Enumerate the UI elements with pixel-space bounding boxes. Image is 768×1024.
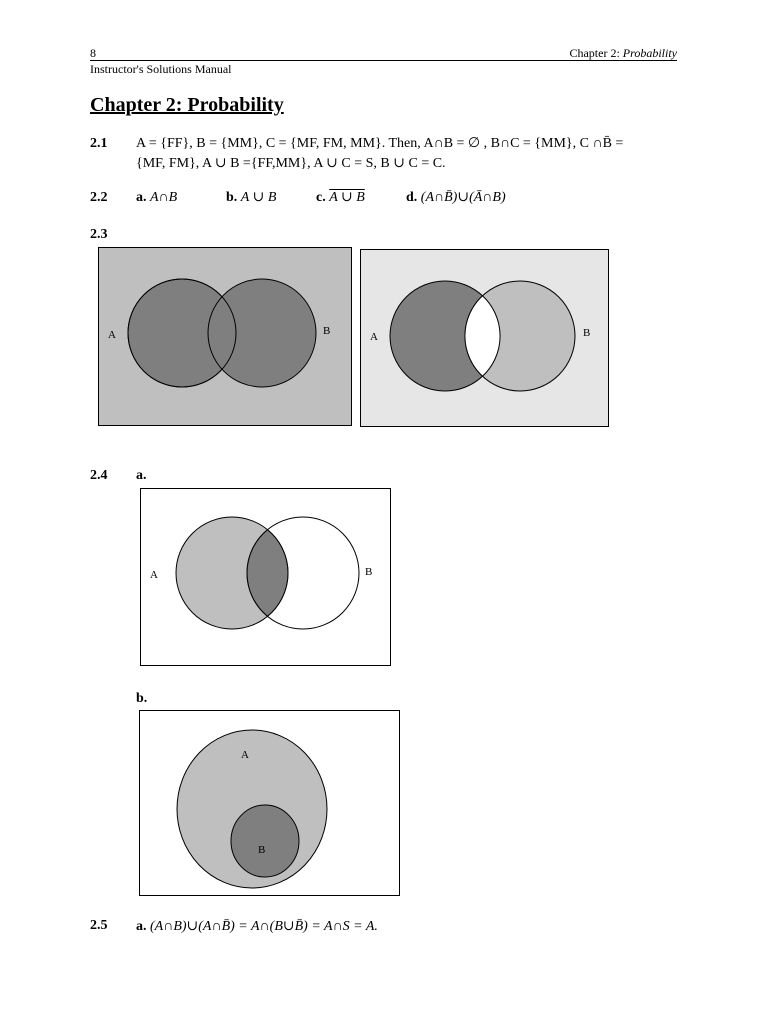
venn-label-a: A xyxy=(241,749,249,761)
chapter-title: Chapter 2: Probability xyxy=(90,94,284,116)
header-rule xyxy=(90,60,677,61)
problem-2-5-number: 2.5 xyxy=(90,918,108,933)
manual-title: Instructor's Solutions Manual xyxy=(90,62,232,76)
problem-2-2-part-a: a. A∩B xyxy=(136,190,178,205)
venn-label-b: B xyxy=(323,325,331,337)
venn-2-4b xyxy=(139,710,401,898)
problem-2-2-part-c: c. A ∪ B xyxy=(316,190,365,205)
problem-2-4-part-a: a. xyxy=(136,468,147,483)
problem-2-1-text xyxy=(136,134,676,174)
page-number: 8 xyxy=(90,46,96,60)
chapter-ref-topic: Probability xyxy=(622,46,677,60)
venn-circle-b xyxy=(208,279,316,387)
venn-2-4a xyxy=(140,488,392,668)
problem-2-3-number: 2.3 xyxy=(90,227,108,242)
problem-2-1-line2: {MF, FM}, A ∪ B ={FF,MM}, A ∪ C = S, B ∪ C = C. xyxy=(136,156,446,171)
problem-2-4-part-b: b. xyxy=(136,691,148,706)
problem-2-1-number: 2.1 xyxy=(90,136,108,151)
venn-label-b: B xyxy=(583,327,591,339)
chapter-reference xyxy=(569,46,677,61)
venn-label-a: A xyxy=(150,569,158,581)
problem-2-2-number: 2.2 xyxy=(90,190,108,205)
problem-2-2-part-d: d. (A∩B̄)∪(Ā∩B) xyxy=(406,190,506,205)
problem-2-5-expression: (A∩B)∪(A∩B̄) = A∩(B∪B̄) = A∩S = A. xyxy=(150,919,378,934)
problem-2-2-part-b: b. A ∪ B xyxy=(226,190,277,205)
venn-label-a: A xyxy=(370,331,378,343)
problem-2-4-number: 2.4 xyxy=(90,468,108,483)
problem-2-1-line1: A = {FF}, B = {MM}, C = {MF, FM, MM}. Then, A∩B = ∅ , B∩C = {MM}, C ∩B̄ = xyxy=(136,136,624,151)
venn-label-b: B xyxy=(365,566,373,578)
problem-2-5-part-a: a. (A∩B)∪(A∩B̄) = A∩(B∪B̄) = A∩S = A. xyxy=(136,919,378,934)
venn-label-b: B xyxy=(258,844,266,856)
chapter-ref-prefix: Chapter 2: xyxy=(569,46,623,60)
venn-label-a: A xyxy=(108,329,116,341)
venn-2-3-union-complement xyxy=(98,247,352,426)
venn-circle-b xyxy=(231,805,299,877)
venn-2-3-symmetric-difference xyxy=(360,249,610,428)
